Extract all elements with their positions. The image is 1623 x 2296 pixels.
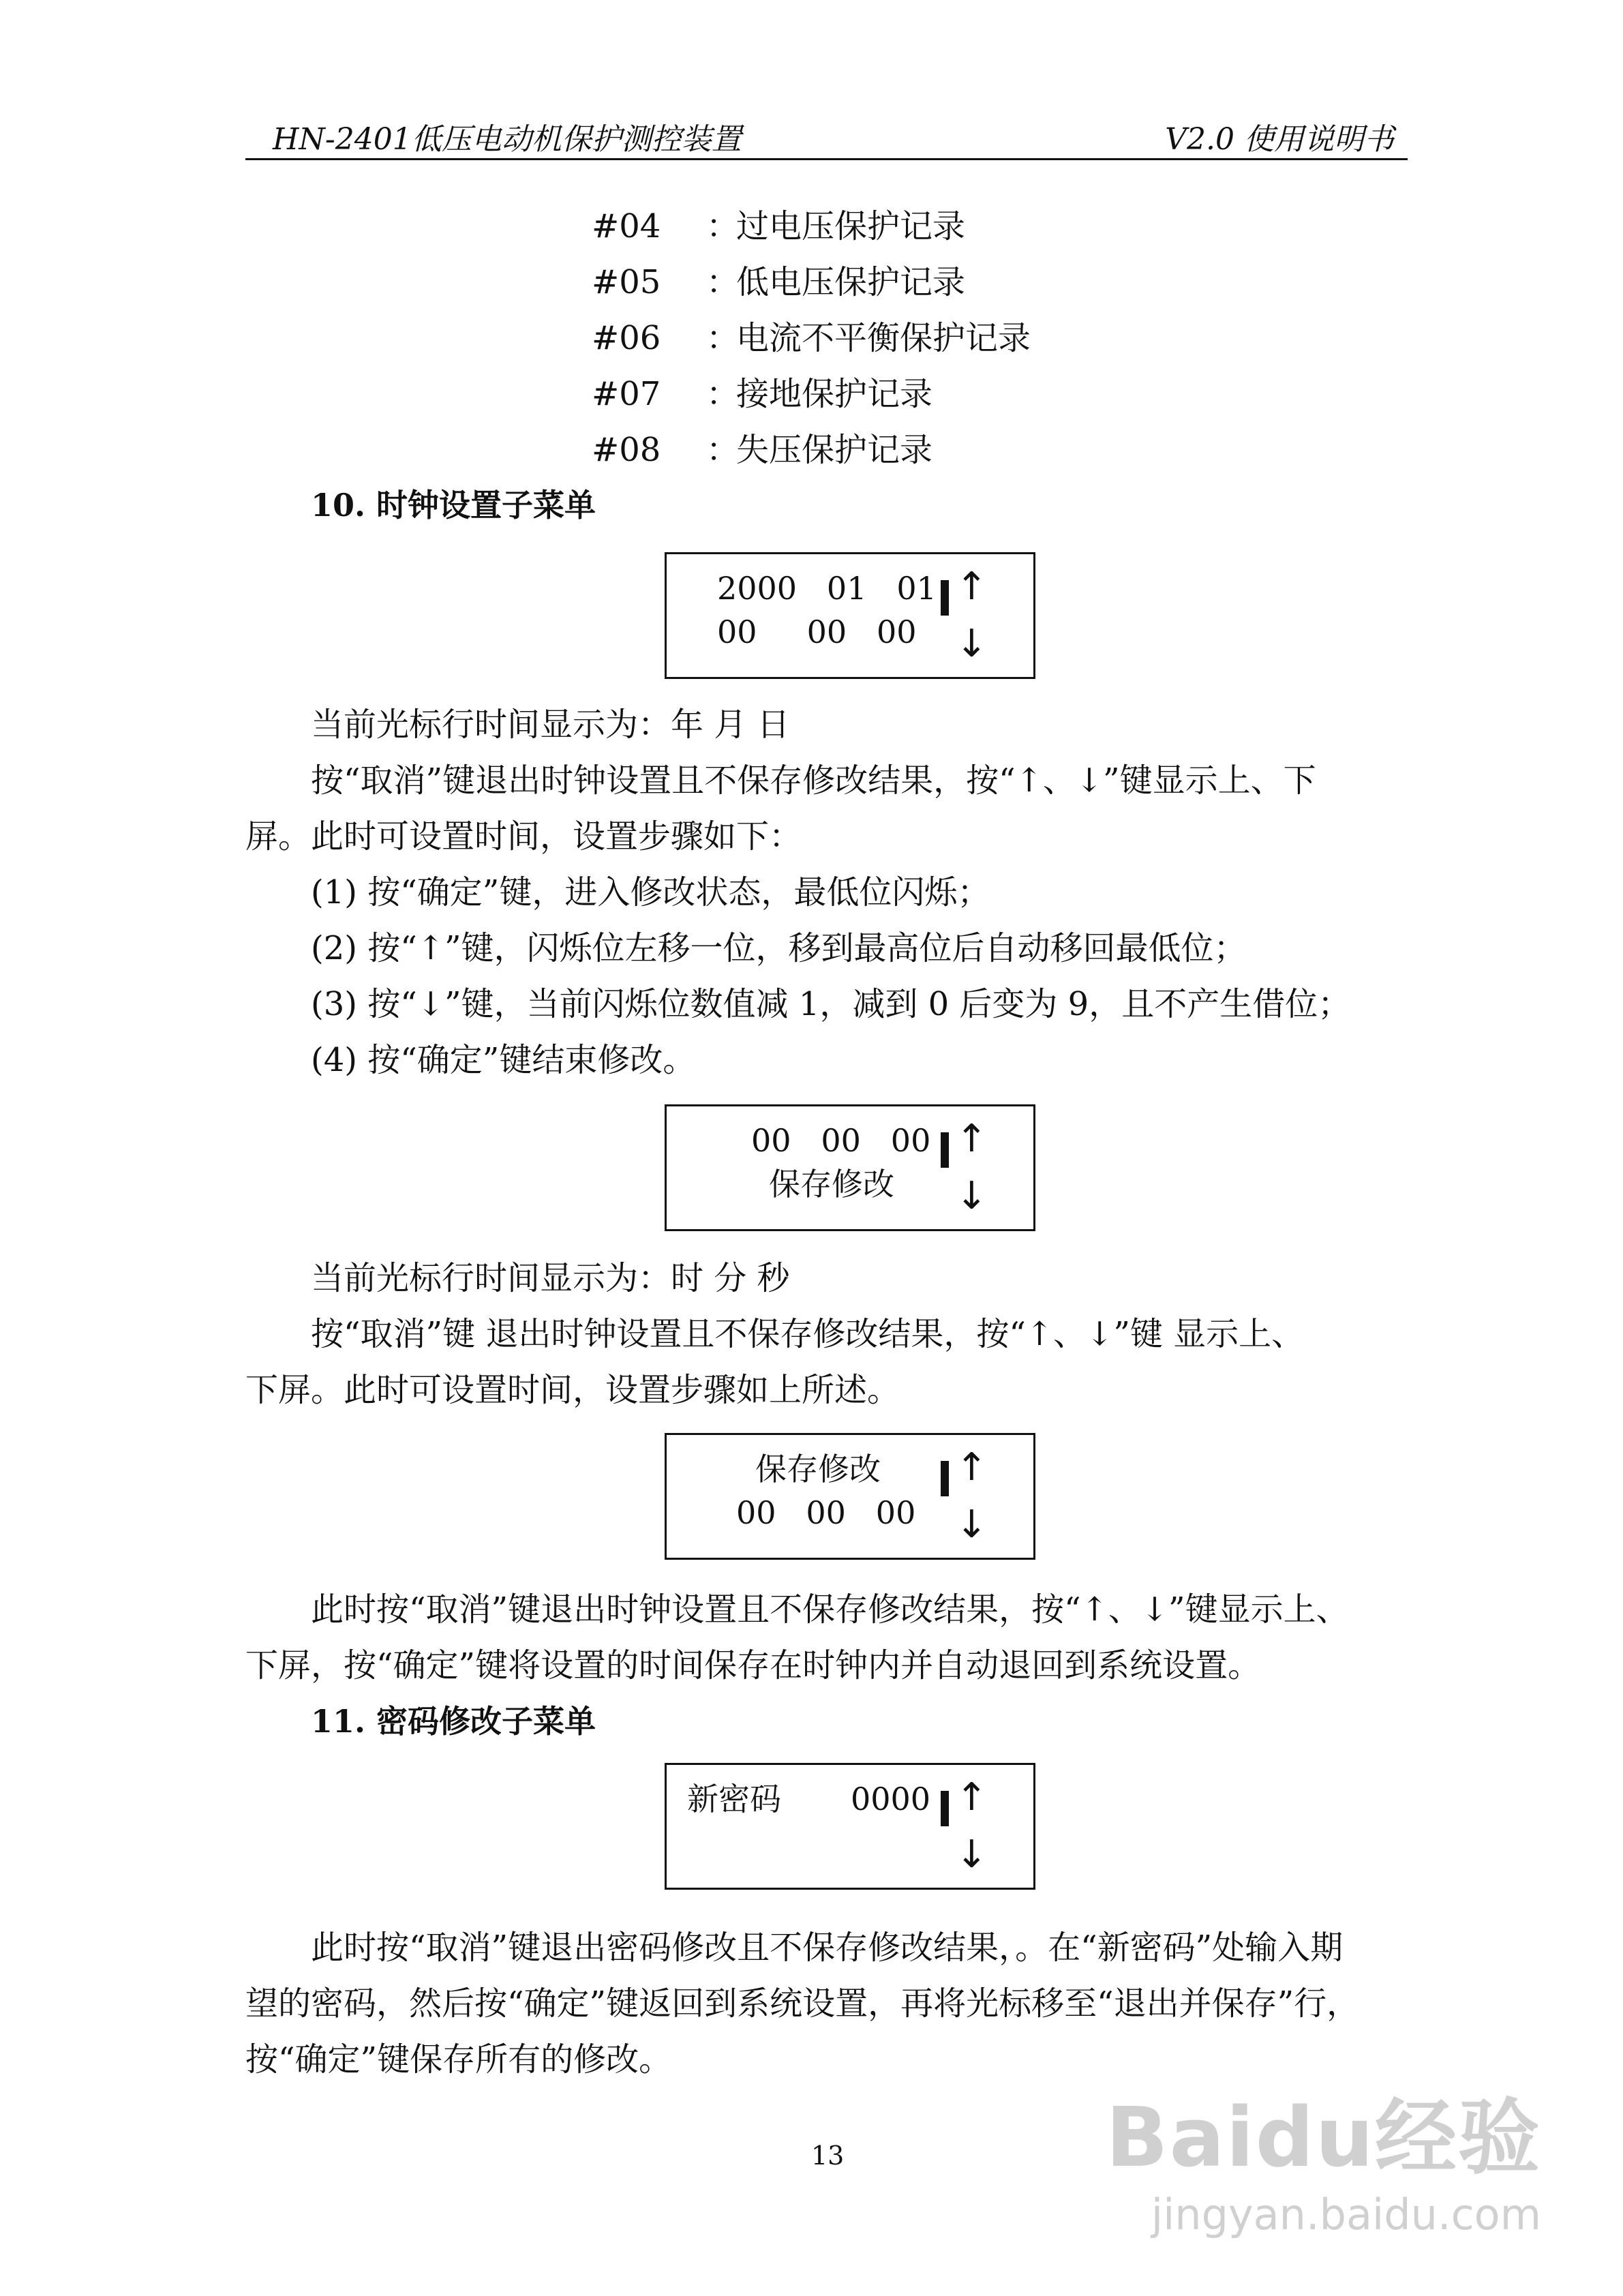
record-code: #06 — [592, 319, 661, 357]
up-arrow-icon: ↑ — [956, 1117, 988, 1161]
down-arrow-icon: ↓ — [956, 1174, 988, 1218]
up-arrow-icon: ↑ — [956, 1445, 988, 1490]
step-item: (2) 按“↑”键，闪烁位左移一位，移到最高位后自动移回最低位； — [311, 929, 1247, 967]
paragraph-line: 屏。此时可设置时间，设置步骤如下： — [245, 817, 802, 856]
section-heading-password: 11. 密码修改子菜单 — [311, 1703, 596, 1740]
caption-date: 当前光标行时间显示为：年 月 日 — [311, 706, 790, 744]
record-label: 接地保护记录 — [736, 375, 933, 413]
down-arrow-icon: ↓ — [956, 622, 988, 666]
lcd-cursor-bar — [941, 1132, 949, 1168]
lcd-screen-save — [665, 1433, 1035, 1560]
lcd-cursor-bar — [941, 1791, 949, 1826]
record-label: 过电压保护记录 — [736, 207, 966, 245]
step-item: (4) 按“确定”键结束修改。 — [311, 1041, 696, 1079]
up-arrow-icon: ↑ — [956, 1775, 988, 1819]
record-code: #08 — [592, 431, 661, 469]
paragraph-line: 下屏。此时可设置时间，设置步骤如上所述。 — [245, 1371, 900, 1409]
step-item: (3) 按“↓”键，当前闪烁位数值减 1，减到 0 后变为 9，且不产生借位； — [311, 985, 1351, 1023]
section-heading-clock: 10. 时钟设置子菜单 — [311, 487, 596, 524]
paragraph-line: 此时按“取消”键退出密码修改且不保存修改结果，。在“新密码”处输入期 — [311, 1929, 1344, 1967]
lcd-line-2: 保存修改 — [769, 1166, 894, 1203]
record-colon: ： — [706, 207, 740, 245]
lcd-screen-password — [665, 1763, 1035, 1890]
record-code: #05 — [592, 263, 661, 301]
record-colon: ： — [706, 375, 740, 413]
header-divider — [245, 158, 1408, 160]
record-code: #07 — [592, 375, 661, 413]
lcd-cursor-bar — [941, 1461, 949, 1496]
record-colon: ： — [706, 263, 740, 301]
record-label: 电流不平衡保护记录 — [736, 319, 1031, 357]
record-colon: ： — [706, 319, 740, 357]
record-label: 低电压保护记录 — [736, 263, 966, 301]
down-arrow-icon: ↓ — [956, 1832, 988, 1877]
record-label: 失压保护记录 — [736, 431, 933, 469]
baidu-watermark — [1106, 2072, 1541, 2263]
paragraph-line: 按“确定”键保存所有的修改。 — [245, 2040, 672, 2079]
paragraph-line: 此时按“取消”键退出时钟设置且不保存修改结果，按“↑、↓”键显示上、 — [311, 1590, 1349, 1629]
caption-time: 当前光标行时间显示为：时 分 秒 — [311, 1259, 790, 1297]
lcd-cursor-bar — [941, 580, 949, 616]
lcd-line-1: 保存修改 — [755, 1451, 881, 1487]
lcd-password-value: 0000 — [851, 1781, 931, 1817]
document-header-version: V2.0 使用说明书 — [1165, 122, 1394, 157]
lcd-screen-time — [665, 1104, 1035, 1231]
lcd-password-label: 新密码 — [687, 1781, 781, 1817]
paragraph-line: 按“取消”键退出时钟设置且不保存修改结果，按“↑、↓”键显示上、下 — [311, 761, 1316, 800]
up-arrow-icon: ↑ — [956, 564, 988, 609]
lcd-line-1: 2000 01 01 — [717, 570, 937, 607]
watermark-url: jingyan.baidu.com — [1151, 2190, 1541, 2239]
paragraph-line: 按“取消”键 退出时钟设置且不保存修改结果，按“↑、↓”键 显示上、 — [311, 1315, 1305, 1353]
step-item: (1) 按“确定”键，进入修改状态，最低位闪烁； — [311, 873, 990, 911]
page-number: 13 — [811, 2141, 845, 2171]
record-code: #04 — [592, 207, 661, 245]
paragraph-line: 下屏，按“确定”键将设置的时间保存在时钟内并自动退回到系统设置。 — [245, 1646, 1261, 1685]
lcd-screen-date — [665, 552, 1035, 679]
lcd-line-1: 00 00 00 — [751, 1122, 931, 1159]
watermark-logo: Baidu经验 — [1106, 2091, 1541, 2186]
lcd-line-2: 00 00 00 — [736, 1494, 916, 1531]
record-colon: ： — [706, 431, 740, 469]
paragraph-line: 望的密码，然后按“确定”键返回到系统设置，再将光标移至“退出并保存”行， — [245, 1984, 1360, 2023]
document-header-title: HN-2401低压电动机保护测控装置 — [273, 122, 742, 157]
lcd-line-2: 00 00 00 — [717, 614, 917, 650]
down-arrow-icon: ↓ — [956, 1502, 988, 1547]
